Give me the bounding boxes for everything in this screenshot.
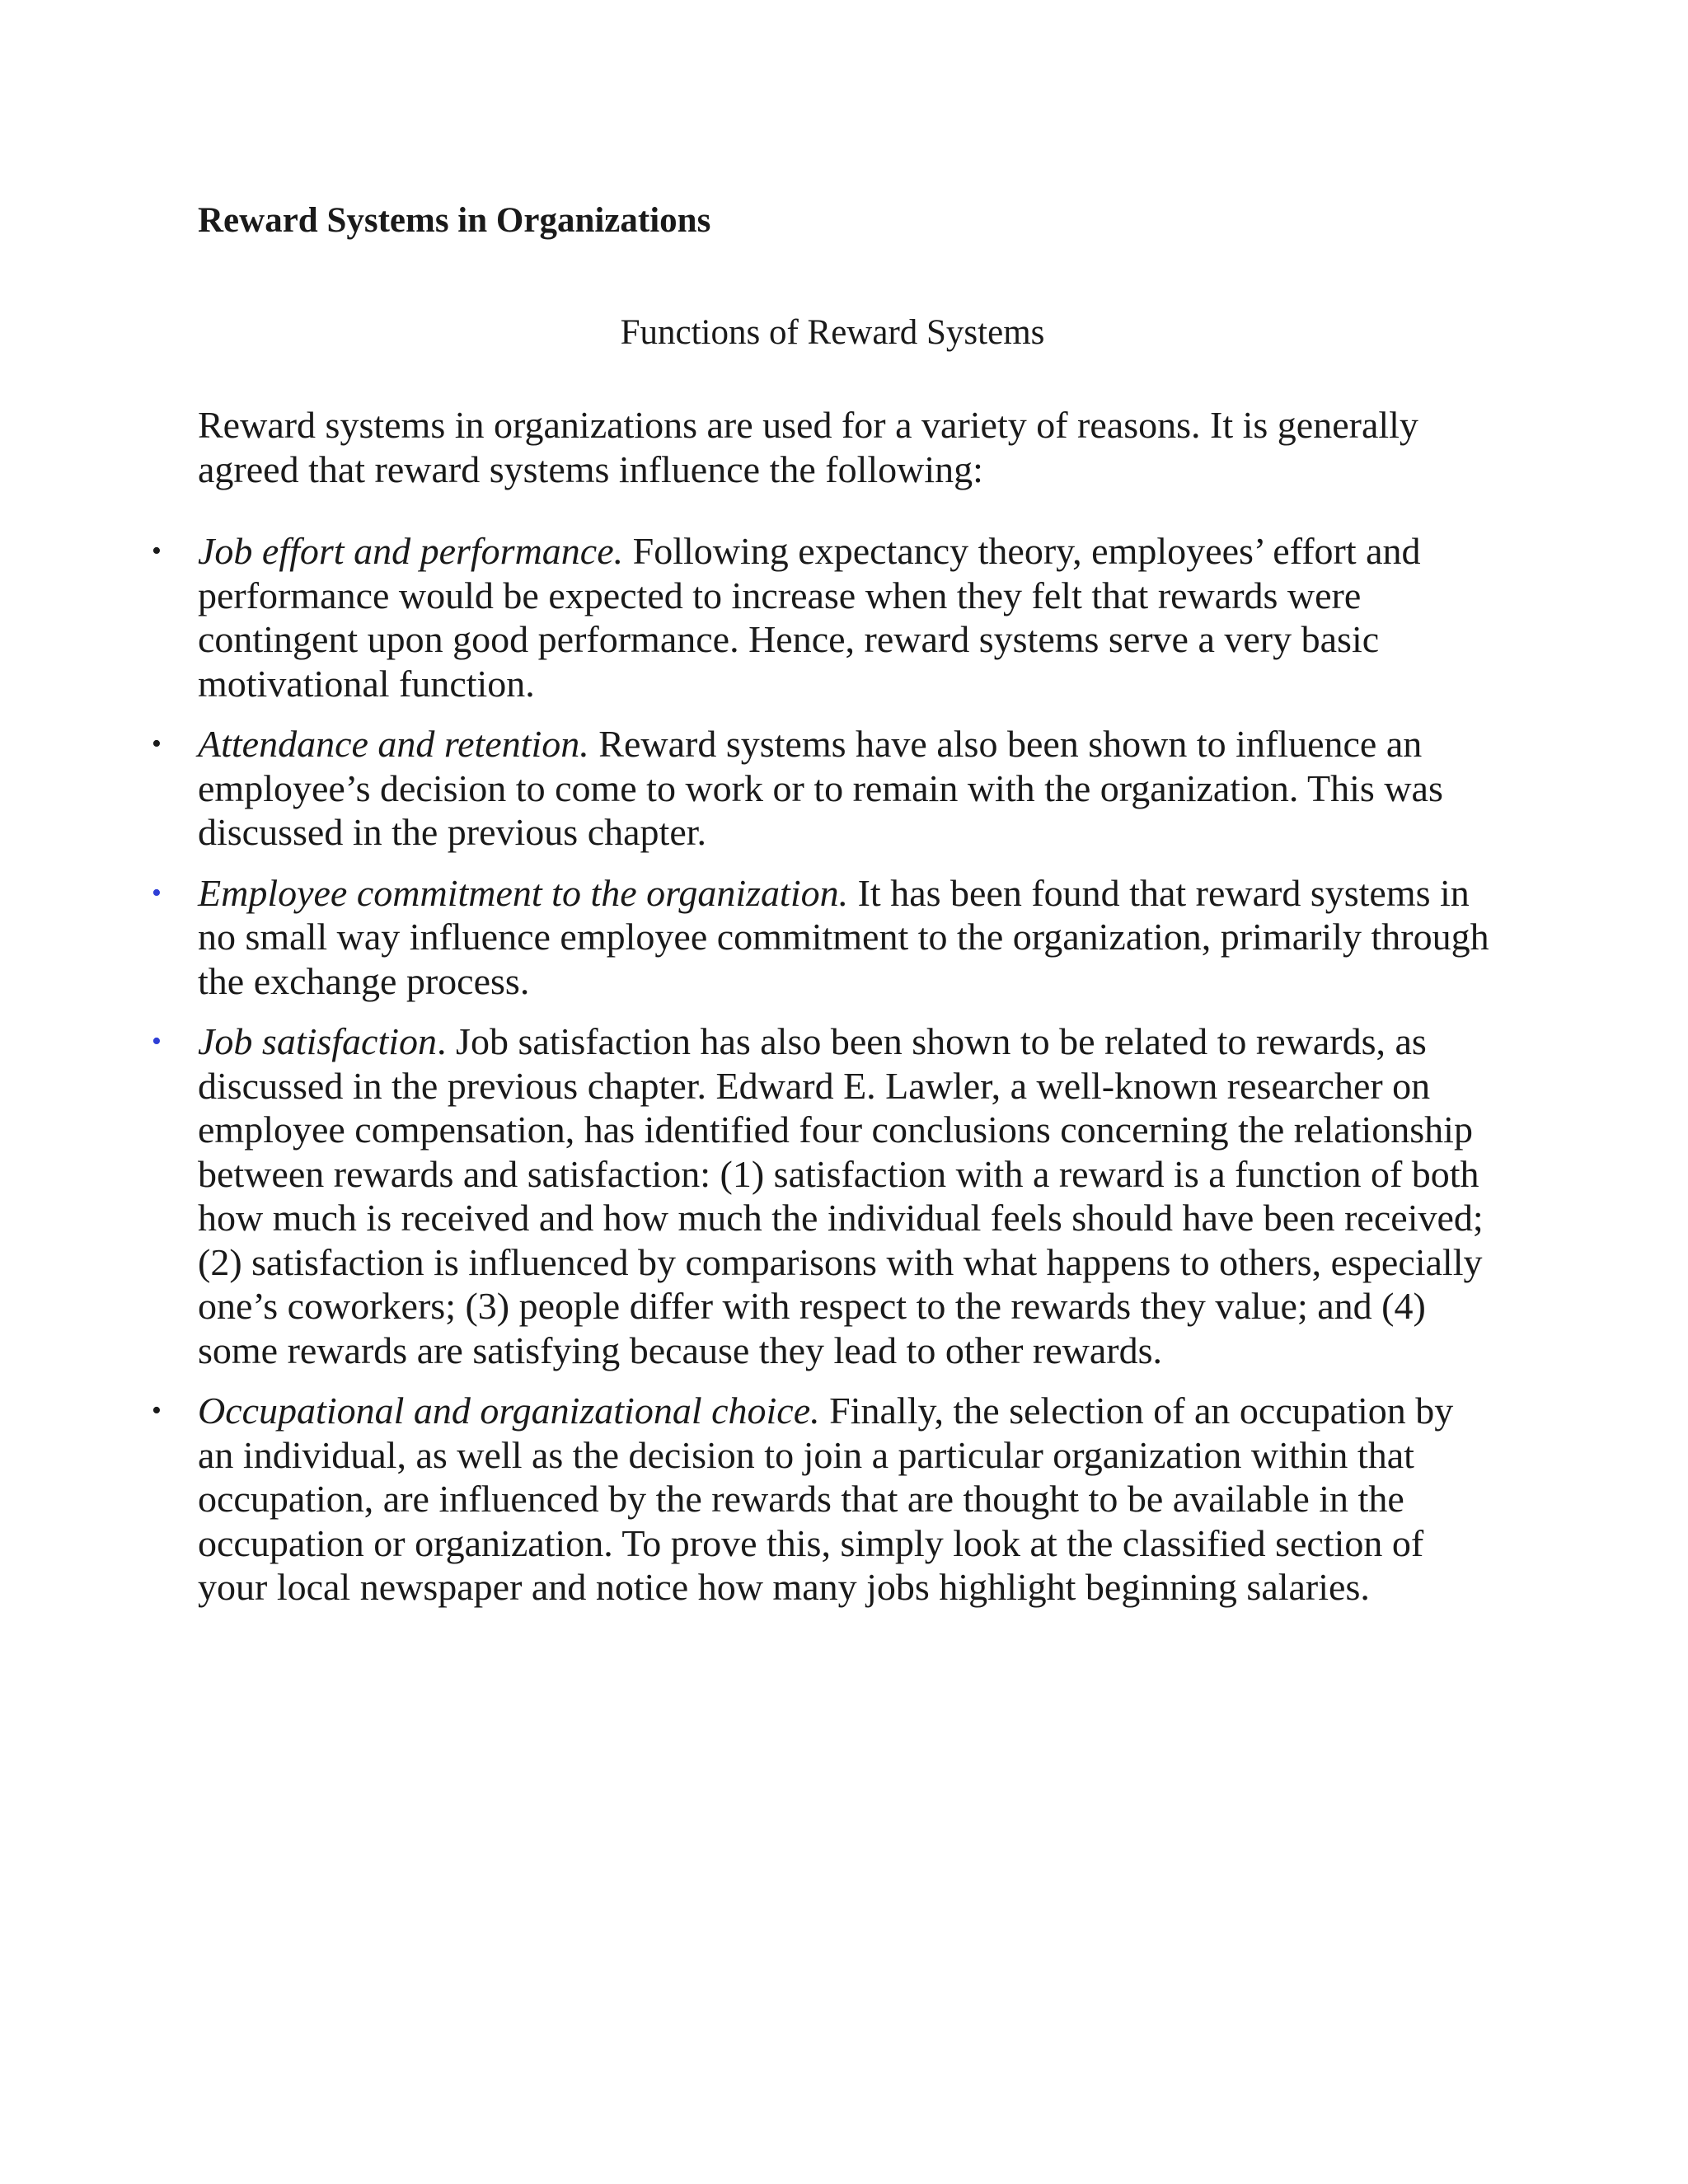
list-item-text: Following expectancy theory, employees’ effort and performance would be expected to increase when they felt that rewards were contingent upon good performance. Hence, reward systems serve a very basic motivational function. (198, 530, 1421, 705)
list-item-attendance (0, 722, 1496, 855)
bullet-icon: • (152, 1395, 162, 1426)
list-item-job-effort (0, 529, 1496, 705)
list-item-term: Employee commitment to the organization. (198, 871, 849, 914)
list-item-text: Reward systems have also been shown to influence an employee’s decision to come to work or to remain with the organization. This was discussed in the previous chapter. (198, 723, 1443, 853)
bullet-icon: • (152, 729, 162, 759)
intro-paragraph: Reward systems in organizations are used for a variety of reasons. It is generally agreed that reward systems influence the following: (198, 404, 1418, 490)
list-item-text: . Job satisfaction has also been shown to be related to rewards, as discussed in the previous chapter. Edward E. Lawler, a well-known researcher on employee compensation, has identified four conclusions concerning the relationship between rewards and satisfaction: (1) satisfaction with a reward is a function of both how much is received and how much the individual feels should have been received; (2) satisfaction is influenced by comparisons with what happens to others, especially one’s coworkers; (3) people differ with respect to the rewards they value; and (4) some rewards are satisfying because they lead to other rewards. (198, 1020, 1484, 1371)
list-item-term: Attendance and retention. (198, 723, 589, 765)
bullet-icon: • (152, 1026, 162, 1057)
list-item-term: Job effort and performance. (198, 530, 624, 572)
list-item-term: Job satisfaction (198, 1020, 438, 1062)
list-item-job-satisfaction (0, 1019, 1496, 1372)
list-item-text: It has been found that reward systems in no small way influence employee commitment to the organization, primarily through the exchange process. (198, 871, 1489, 1002)
bullet-icon: • (152, 877, 162, 908)
list-item-text: Finally, the selection of an occupation by an individual, as well as the decision to join a particular organization within that occupation, are influenced by the rewards that are thought to be available in the occupation or organization. To prove this, simply look at the classified section of your local newspaper and notice how many jobs highlight beginning salaries. (198, 1390, 1454, 1608)
section-heading: Functions of Reward Systems (620, 313, 1045, 352)
list-item-commitment (0, 871, 1496, 1004)
list-item-occupational-choice (0, 1389, 1496, 1610)
functions-list (0, 529, 1688, 1626)
list-item-term: Occupational and organizational choice. (198, 1390, 820, 1432)
bullet-icon: • (152, 536, 162, 566)
document-title: Reward Systems in Organizations (198, 201, 711, 240)
